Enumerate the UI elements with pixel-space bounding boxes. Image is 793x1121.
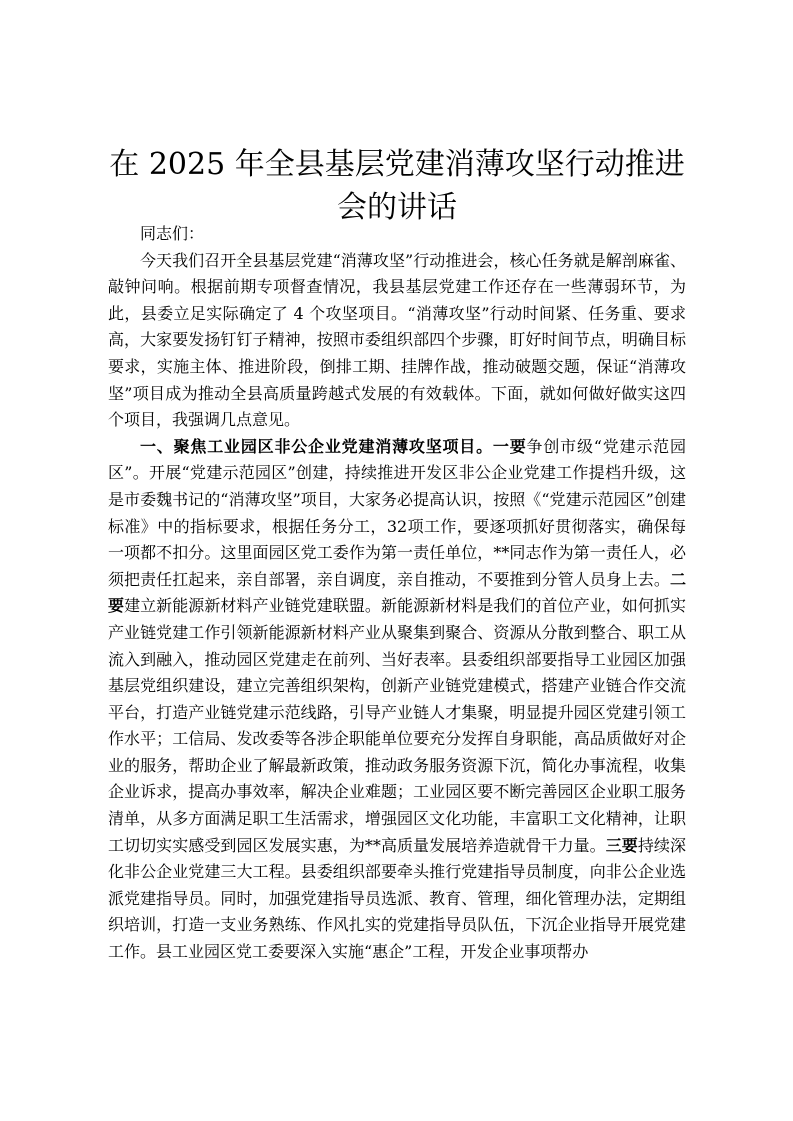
section-1-heading: 一、聚焦工业园区非公企业党建消薄攻坚项目。 [140, 436, 493, 456]
point-2-label: 二要 [108, 569, 686, 616]
point-3-text: 持续深化非公企业党建三大工程。县委组织部要牵头推行党建指导员制度，向非公企业选派党建指导员。同时，加强党建指导员选派、教育、管理，细化管理办法，定期组织培训，打造一支业务熟练、作风扎实的党建指导员队伍，下沉企业指导开展党建工作。县工业园区党工委要深入实施“惠企”工程，开发企业事项帮办 [108, 835, 686, 962]
point-2-text: 建立新能源新材料产业链党建联盟。新能源新材料是我们的首位产业，如何抓实产业链党建工作引领新能源新材料产业从聚集到聚合、资源从分散到整合、职工从流入到融入，推动园区党建走在前列、当好表率。县委组织部要指导工业园区加强基层党组织建设，建立完善组织架构，创新产业链党建模式，搭建产业链合作交流平台，打造产业链党建示范线路，引导产业链人才集聚，明显提升园区党建引领工作水平；工信局、发改委等各涉企职能单位要充分发挥自身职能，高品质做好对企业的服务，帮助企业了解最新政策，推动政务服务资源下沉，简化办事流程，收集企业诉求，提高办事效率，解决企业难题；工业园区要不断完善园区企业职工服务清单，从多方面满足职工生活需求，增强园区文化功能，丰富职工文化精神，让职工切切实实感受到园区发展实惠，为**高质量发展培养造就骨干力量。 [108, 596, 686, 855]
salutation: 同志们： [140, 224, 205, 243]
section-1-paragraph [108, 434, 686, 966]
intro-paragraph: 今天我们召开全县基层党建“消薄攻坚”行动推进会，核心任务就是解剖麻雀、敲钟问响。根据前期专项督查情况，我县基层党建工作还存在一些薄弱环节，为此，县委立足实际确定了 4 个攻坚项目。“消薄攻坚”行动时间紧、任务重、要求高，大家要发扬钉钉子精神，按照市委组织部四个步骤，盯好时间节点，明确目标要求，实施主体、推进阶段，倒排工期、挂牌作战，推动破题交题，保证“消薄攻坚”项目成为推动全县高质量跨越式发展的有效载体。下面，就如何做好做实这四个项目，我强调几点意见。 [108, 250, 686, 430]
point-1-label: 一要 [492, 436, 527, 456]
document-title: 在 2025 年全县基层党建消薄攻坚行动推进会的讲话 [109, 147, 685, 225]
point-3-label: 三要 [605, 835, 638, 855]
document-body [108, 221, 686, 966]
point-1-text: 争创市级“党建示范园区”。开展“党建示范园区”创建，持续推进开发区非公企业党建工作提档升级，这是市委魏书记的“消薄攻坚”项目，大家务必提高认识，按照《“党建示范园区”创建标准》中的指标要求，根据任务分工，32项工作，要逐项抓好贯彻落实，确保每一项都不扣分。这里面园区党工委作为第一责任单位，**同志作为第一责任人，必须把责任扛起来，亲自部署，亲自调度，亲自推动，不要推到分管人员身上去。 [108, 436, 686, 589]
